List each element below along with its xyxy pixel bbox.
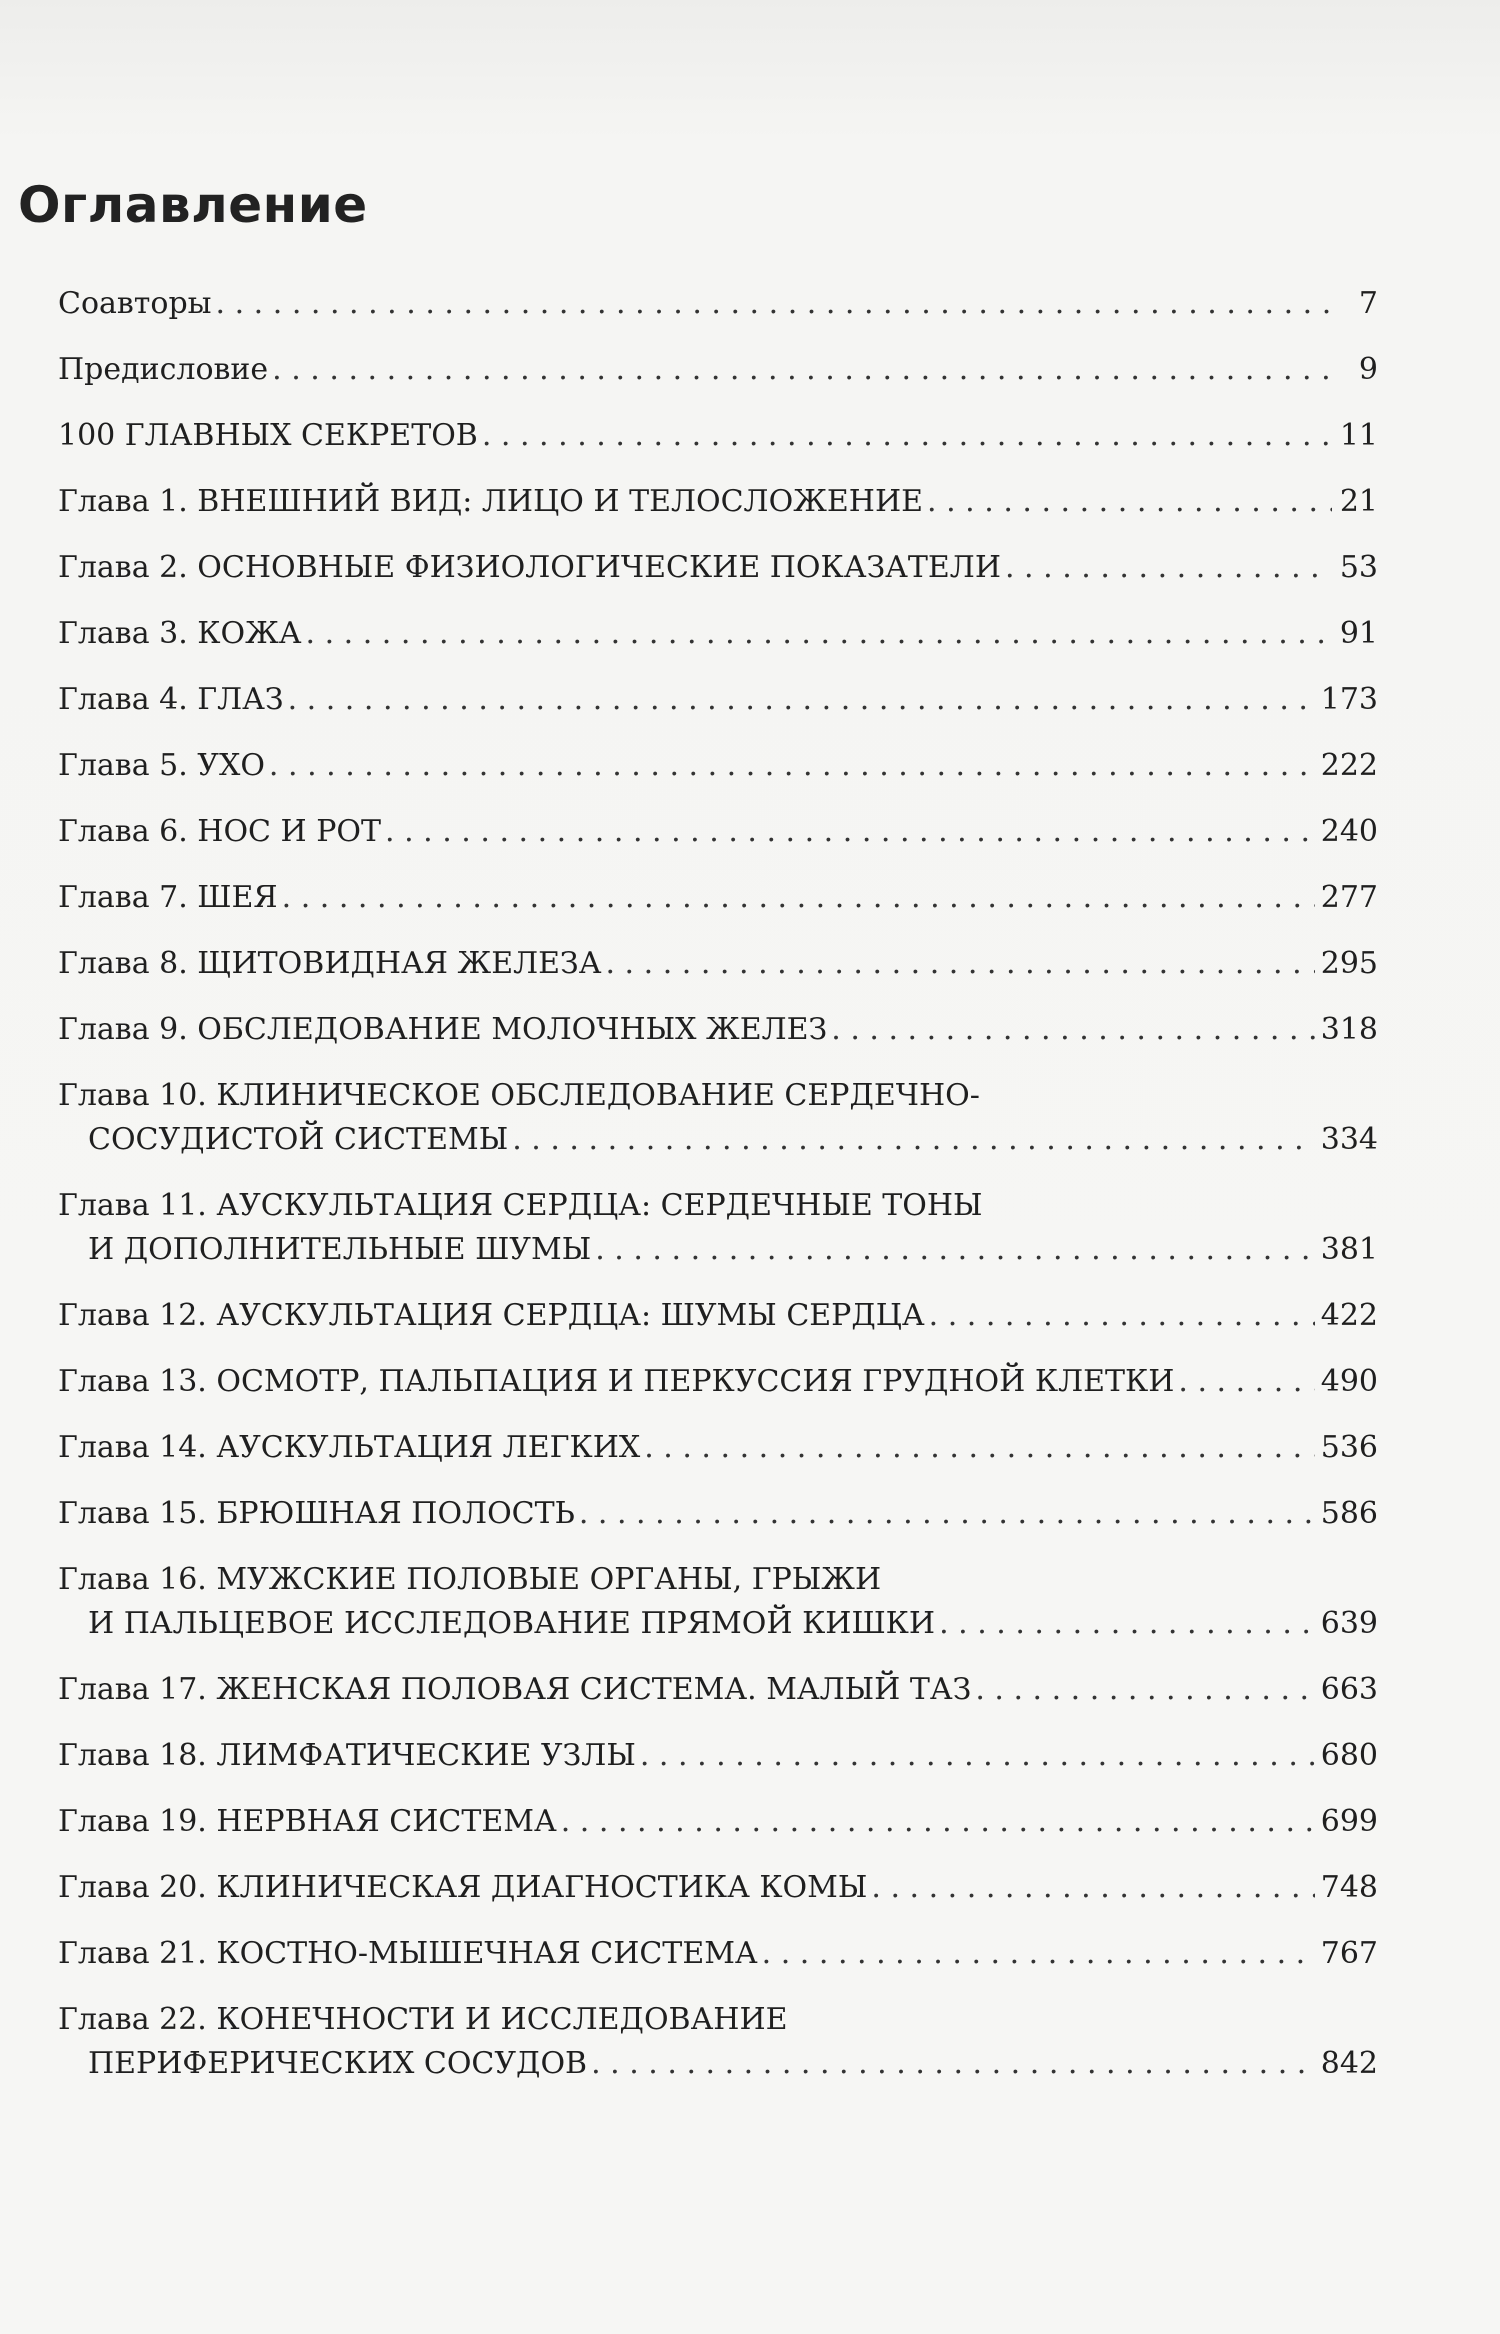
leader-dots [288, 678, 1315, 722]
toc-entry-title-line1: Глава 16. МУЖСКИЕ ПОЛОВЫЕ ОРГАНЫ, ГРЫЖИ [58, 1562, 882, 1597]
toc-entry-chapter-10 [58, 1074, 1378, 1162]
toc-entry-title-line1: Глава 10. КЛИНИЧЕСКОЕ ОБСЛЕДОВАНИЕ СЕРДЕЧНО- [58, 1078, 980, 1113]
leader-dots [306, 612, 1332, 656]
leader-dots [605, 942, 1314, 986]
toc-entry-page: 586 [1320, 1496, 1378, 1531]
leader-dots [939, 1602, 1315, 1646]
toc-entry-page: 277 [1320, 880, 1378, 915]
toc-entry [58, 1492, 1378, 1536]
toc-entry-title: Глава 13. ОСМОТР, ПАЛЬПАЦИЯ И ПЕРКУССИЯ ГРУДНОЙ КЛЕТКИ [58, 1364, 1175, 1399]
leader-dots [975, 1668, 1314, 1712]
toc-entry-title: Предисловие [58, 352, 269, 387]
toc-entry-title-line1: Глава 22. КОНЕЧНОСТИ И ИССЛЕДОВАНИЕ [58, 2002, 788, 2037]
table-of-contents [58, 282, 1378, 2108]
toc-entry-chapter-16 [58, 1558, 1378, 1646]
toc-entry-title: Глава 3. КОЖА [58, 616, 302, 651]
toc-entry [58, 612, 1378, 656]
toc-entry [58, 1294, 1378, 1338]
toc-entry-page: 699 [1320, 1804, 1378, 1839]
toc-entry-page: 7 [1358, 286, 1378, 321]
toc-entry [58, 414, 1378, 458]
toc-entry-page: 663 [1320, 1672, 1378, 1707]
toc-entry-page: 11 [1339, 418, 1378, 453]
toc-entry-chapter-11 [58, 1184, 1378, 1272]
leader-dots [1178, 1360, 1314, 1404]
toc-entry-page: 91 [1339, 616, 1378, 651]
toc-entry [58, 1360, 1378, 1404]
toc-entry-title-line2: ПЕРИФЕРИЧЕСКИХ СОСУДОВ [88, 2046, 588, 2081]
toc-entry-page: 680 [1320, 1738, 1378, 1773]
toc-entry-title: Глава 2. ОСНОВНЫЕ ФИЗИОЛОГИЧЕСКИЕ ПОКАЗАТЕЛИ [58, 550, 1001, 585]
toc-entry [58, 678, 1378, 722]
leader-dots [272, 348, 1332, 392]
leader-dots [1005, 546, 1332, 590]
toc-entry-title-line2: И ПАЛЬЦЕВОЕ ИССЛЕДОВАНИЕ ПРЯМОЙ КИШКИ [88, 1606, 936, 1641]
toc-entry [58, 480, 1378, 524]
toc-entry [58, 1932, 1378, 1976]
toc-entry-page: 222 [1320, 748, 1378, 783]
toc-entry-title: Соавторы [58, 286, 212, 321]
toc-entry-page: 639 [1320, 1606, 1378, 1641]
toc-entry [58, 810, 1378, 854]
toc-entry [58, 1008, 1378, 1052]
leader-dots [385, 810, 1315, 854]
leader-dots [929, 1294, 1315, 1338]
toc-entry-page: 53 [1339, 550, 1378, 585]
toc-entry-title: Глава 1. ВНЕШНИЙ ВИД: ЛИЦО И ТЕЛОСЛОЖЕНИЕ [58, 484, 924, 519]
toc-entry-page: 318 [1320, 1012, 1378, 1047]
toc-entry [58, 282, 1378, 326]
page-title: Оглавление [18, 176, 368, 234]
toc-entry-page: 21 [1339, 484, 1378, 519]
leader-dots [927, 480, 1332, 524]
toc-entry [58, 546, 1378, 590]
toc-entry [58, 1734, 1378, 1778]
toc-entry [58, 1800, 1378, 1844]
toc-entry-title-line2: СОСУДИСТОЙ СИСТЕМЫ [88, 1122, 509, 1157]
toc-entry-page: 381 [1320, 1232, 1378, 1267]
leader-dots [269, 744, 1315, 788]
toc-entry [58, 1426, 1378, 1470]
toc-entry-page: 334 [1320, 1122, 1378, 1157]
toc-entry-chapter-22 [58, 1998, 1378, 2086]
toc-entry-title: Глава 21. КОСТНО-МЫШЕЧНАЯ СИСТЕМА [58, 1936, 758, 1971]
toc-entry-title: Глава 4. ГЛАЗ [58, 682, 284, 717]
toc-entry-title: Глава 17. ЖЕНСКАЯ ПОЛОВАЯ СИСТЕМА. МАЛЫЙ ТАЗ [58, 1672, 972, 1707]
toc-entry [58, 942, 1378, 986]
toc-entry-title: Глава 15. БРЮШНАЯ ПОЛОСТЬ [58, 1496, 575, 1531]
toc-entry-title: Глава 19. НЕРВНАЯ СИСТЕМА [58, 1804, 557, 1839]
leader-dots [579, 1492, 1315, 1536]
toc-entry-title-line2: И ДОПОЛНИТЕЛЬНЫЕ ШУМЫ [88, 1232, 592, 1267]
toc-entry-title: Глава 6. НОС И РОТ [58, 814, 382, 849]
toc-entry-title: Глава 14. АУСКУЛЬТАЦИЯ ЛЕГКИХ [58, 1430, 641, 1465]
leader-dots [482, 414, 1332, 458]
leader-dots [762, 1932, 1315, 1976]
leader-dots [282, 876, 1315, 920]
toc-entry [58, 348, 1378, 392]
toc-entry-title: 100 ГЛАВНЫХ СЕКРЕТОВ [58, 418, 478, 453]
toc-entry-page: 767 [1320, 1936, 1378, 1971]
toc-entry-title: Глава 8. ЩИТОВИДНАЯ ЖЕЛЕЗА [58, 946, 602, 981]
toc-entry-title: Глава 12. АУСКУЛЬТАЦИЯ СЕРДЦА: ШУМЫ СЕРДЦА [58, 1298, 925, 1333]
toc-entry-page: 422 [1320, 1298, 1378, 1333]
toc-entry-title-line1: Глава 11. АУСКУЛЬТАЦИЯ СЕРДЦА: СЕРДЕЧНЫЕ ТОНЫ [58, 1188, 983, 1223]
toc-entry-page: 842 [1320, 2046, 1378, 2081]
toc-entry-page: 490 [1320, 1364, 1378, 1399]
toc-entry-title: Глава 7. ШЕЯ [58, 880, 278, 915]
toc-entry [58, 744, 1378, 788]
leader-dots [640, 1734, 1315, 1778]
toc-entry-page: 240 [1320, 814, 1378, 849]
leader-dots [561, 1800, 1315, 1844]
toc-entry-title: Глава 5. УХО [58, 748, 265, 783]
leader-dots [644, 1426, 1315, 1470]
toc-entry-page: 173 [1320, 682, 1378, 717]
toc-entry-title: Глава 9. ОБСЛЕДОВАНИЕ МОЛОЧНЫХ ЖЕЛЕЗ [58, 1012, 828, 1047]
leader-dots [831, 1008, 1314, 1052]
toc-entry [58, 1668, 1378, 1712]
toc-entry [58, 1866, 1378, 1910]
leader-dots [595, 1228, 1315, 1272]
toc-entry [58, 876, 1378, 920]
leader-dots [871, 1866, 1314, 1910]
toc-entry-title: Глава 20. КЛИНИЧЕСКАЯ ДИАГНОСТИКА КОМЫ [58, 1870, 868, 1905]
toc-entry-page: 748 [1320, 1870, 1378, 1905]
toc-entry-page: 536 [1320, 1430, 1378, 1465]
leader-dots [512, 1118, 1315, 1162]
toc-entry-title: Глава 18. ЛИМФАТИЧЕСКИЕ УЗЛЫ [58, 1738, 636, 1773]
toc-entry-page: 295 [1320, 946, 1378, 981]
toc-entry-page: 9 [1358, 352, 1378, 387]
leader-dots [216, 282, 1332, 326]
leader-dots [591, 2042, 1315, 2086]
